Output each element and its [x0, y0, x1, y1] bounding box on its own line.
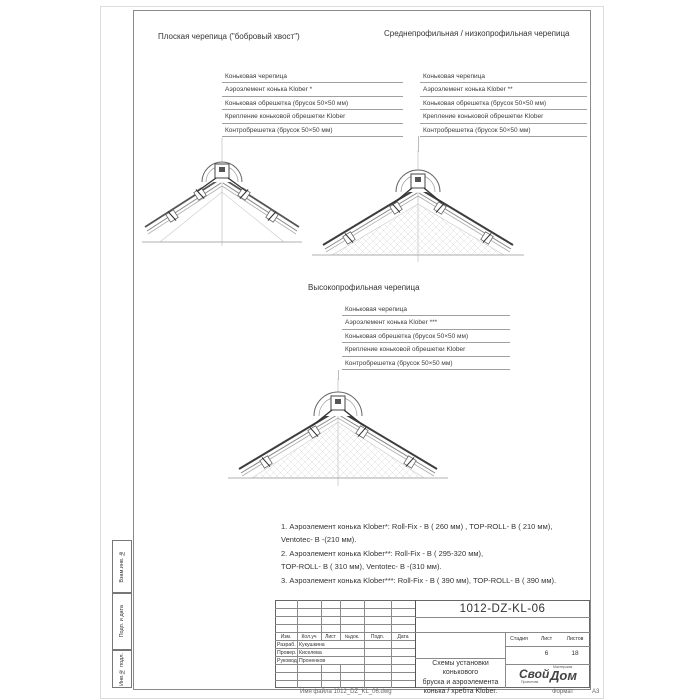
note-line: Ventotec- B -(210 мм). — [281, 535, 357, 545]
title-block-line — [297, 600, 298, 688]
callout-label: Коньковая черепица — [342, 303, 510, 316]
callout-label: Аэроэлемент конька Klober *** — [342, 316, 510, 329]
callout-label: Контробрешетка (брусок 50×50 мм) — [342, 357, 510, 370]
role-name: Киселева — [299, 650, 322, 656]
sheets-value: 18 — [571, 650, 579, 657]
sheets-label: Листов — [566, 636, 584, 642]
callout-stack-mid-profile — [420, 70, 587, 137]
note-line: 3. Аэроэлемент конька Klober***: Roll-Fix - B ( 390 мм), TOP-ROLL- B ( 390 мм). — [281, 575, 557, 585]
title-block-line — [275, 680, 415, 681]
note-line: 1. Аэроэлемент конька Klober*: Roll-Fix - B ( 260 мм) , TOP-ROLL- B ( 210 мм), — [281, 522, 553, 531]
sidebox-label: Подп. и дата — [119, 605, 125, 638]
col-header-data: Дата — [397, 634, 409, 640]
drawing-title — [416, 659, 505, 696]
col-header-koluch: Кол.уч — [301, 634, 317, 640]
title-block-line — [391, 600, 392, 688]
callout-label: Коньковая обрешетка (брусок 50×50 мм) — [342, 330, 510, 343]
logo-small-proektnaya: Проектная — [521, 680, 539, 684]
callout-label: Аэроэлемент конька Klober ** — [420, 83, 587, 96]
col-header-ndok: №док. — [344, 634, 360, 640]
company-logo — [506, 664, 589, 687]
callout-label: Коньковая черепица — [222, 70, 403, 83]
file-name-text: Имя файла 1012_DZ_KL_06.dwg — [300, 689, 392, 695]
col-header-list: Лист — [325, 634, 336, 640]
note-line: 2. Аэроэлемент конька Klober**: Roll-Fix - B ( 295-320 мм), — [281, 548, 484, 558]
sidebox-label: Инв.№ подл. — [119, 652, 125, 686]
role-label: Разраб. — [277, 642, 296, 648]
sidebox-inv-podl — [112, 650, 132, 688]
stage-label: Стадия — [510, 636, 528, 642]
sidebox-vzam-inv — [112, 540, 132, 593]
callout-label: Крепление коньковой обрешетки Klober — [342, 343, 510, 356]
title-block-line — [275, 624, 415, 625]
role-name: Кукушкина — [299, 642, 325, 648]
title-block-line — [505, 646, 590, 647]
document-number: 1012-DZ-KL-06 — [459, 603, 546, 615]
title-block-line — [415, 617, 590, 618]
format-label: Формат — [552, 689, 574, 695]
callout-label: Контробрешетка (брусок 50×50 мм) — [420, 124, 587, 137]
role-label: Руковод. — [277, 658, 299, 664]
role-name: Проненков — [299, 658, 326, 664]
title-block-line — [340, 664, 341, 688]
col-header-podp: Подп. — [370, 634, 385, 640]
title-block-line — [364, 600, 365, 688]
logo-word-dom: Дом — [550, 668, 577, 683]
section-title-high-profile: Высокопрофильная черепица — [308, 283, 420, 292]
section-title-mid-low-profile: Среднепрофильная / низкопрофильная черепица — [384, 29, 570, 38]
role-label: Провер. — [277, 650, 297, 656]
ridge-diagram-mid-profile — [310, 150, 526, 265]
callout-label: Аэроэлемент конька Klober * — [222, 83, 403, 96]
sidebox-podp-data — [112, 593, 132, 650]
ridge-diagram-flat-tile — [138, 138, 306, 248]
notes-block — [281, 520, 611, 587]
logo-word-svoy: Свой — [519, 667, 550, 681]
drawing-title-line: Схемы установки конькового — [432, 660, 489, 677]
callout-label: Крепление коньковой обрешетки Klober — [420, 110, 587, 123]
title-block-line — [275, 616, 415, 617]
callout-label: Коньковая черепица — [420, 70, 587, 83]
callout-stack-high-profile — [342, 303, 510, 370]
title-block-line — [321, 664, 322, 688]
callout-stack-flat-tile — [222, 70, 403, 137]
section-title-flat-tile: Плоская черепица ("бобровый хвост") — [158, 32, 300, 41]
sheet-label: Лист — [540, 636, 553, 642]
callout-label: Контробрешетка (брусок 50×50 мм) — [222, 124, 403, 137]
logo-small-masterskaya: Мастерская — [553, 665, 573, 669]
callout-label: Коньковая обрешетка (брусок 50×50 мм) — [222, 97, 403, 110]
note-line: TOP-ROLL- B ( 310 мм), Ventotec- B -(310 мм). — [281, 562, 442, 572]
drawing-title-line: бруска и аэроэлемента — [422, 678, 499, 686]
col-header-izm: Изм. — [280, 634, 292, 640]
title-block-line — [275, 608, 415, 609]
ridge-diagram-high-profile — [228, 378, 448, 490]
callout-label: Крепление коньковой обрешетки Klober — [222, 110, 403, 123]
format-value: А3 — [592, 689, 600, 695]
sidebox-label: Взам.инв. № — [119, 550, 125, 583]
sheet-value: 6 — [544, 650, 549, 657]
callout-label: Коньковая обрешетка (брусок 50×50 мм) — [420, 97, 587, 110]
drawing-title-line: конька / хребта Klober. — [423, 687, 498, 695]
title-block-line — [275, 672, 415, 673]
